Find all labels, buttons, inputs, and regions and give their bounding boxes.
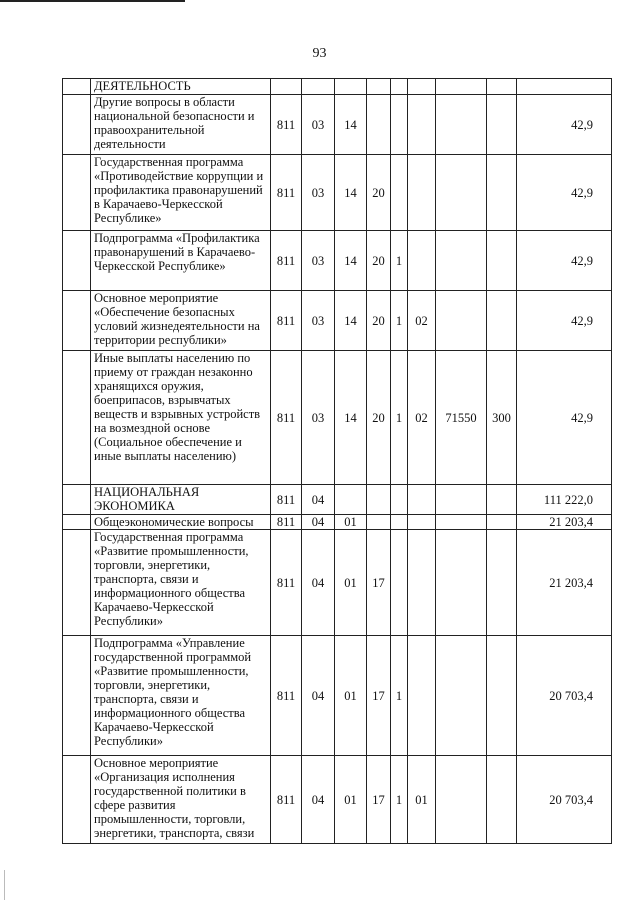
row-cs1-cell [367, 95, 391, 155]
row-pr-cell [335, 485, 367, 515]
row-pr-cell: 14 [335, 95, 367, 155]
row-cs2-cell [391, 515, 408, 530]
scan-edge-mark [4, 870, 5, 900]
row-pr-cell: 14 [335, 231, 367, 291]
row-amount-cell: 20 703,4 [517, 636, 612, 756]
table-row [63, 351, 612, 485]
row-vr-cell [487, 636, 517, 756]
row-pr-cell: 01 [335, 530, 367, 636]
row-cs3-cell: 02 [408, 291, 436, 351]
row-vr-cell [487, 291, 517, 351]
table-row [63, 79, 612, 95]
table-row [63, 291, 612, 351]
row-blank-cell [63, 79, 91, 95]
row-cs3-cell [408, 231, 436, 291]
row-ved-cell: 811 [271, 231, 302, 291]
table-row [63, 95, 612, 155]
row-amount-cell: 21 203,4 [517, 530, 612, 636]
row-amount-cell: 20 703,4 [517, 756, 612, 844]
row-blank-cell [63, 351, 91, 485]
row-blank-cell [63, 636, 91, 756]
row-cs2-cell: 1 [391, 351, 408, 485]
table-row [63, 155, 612, 231]
row-cs1-cell [367, 515, 391, 530]
row-rz-cell: 04 [302, 515, 335, 530]
row-name-cell: Подпрограмма «Управление государственной программой «Развитие промышленности, торговли, энергетики, транспорта, связи и информационного общества Карачаево-Черкесской Республики» [91, 636, 271, 756]
row-blank-cell [63, 530, 91, 636]
page-number: 93 [312, 46, 327, 61]
row-cs3-cell [408, 515, 436, 530]
row-cs3-cell [408, 79, 436, 95]
row-rz-cell: 03 [302, 155, 335, 231]
row-cs1-cell: 17 [367, 636, 391, 756]
row-vr-cell: 300 [487, 351, 517, 485]
row-ved-cell: 811 [271, 756, 302, 844]
row-pr-cell: 01 [335, 636, 367, 756]
row-ved-cell: 811 [271, 485, 302, 515]
row-name-cell: Основное мероприятие «Организация исполнения государственной политики в сфере развития промышленности, торговли, энергетики, транспорта, связи [91, 756, 271, 844]
row-cs1-cell: 20 [367, 231, 391, 291]
row-cs1-cell: 20 [367, 291, 391, 351]
row-amount-cell: 111 222,0 [517, 485, 612, 515]
table-row [63, 485, 612, 515]
row-amount-cell: 21 203,4 [517, 515, 612, 530]
row-pr-cell: 01 [335, 756, 367, 844]
row-pr-cell: 01 [335, 515, 367, 530]
table-row [63, 530, 612, 636]
row-vr-cell [487, 515, 517, 530]
row-cs3-cell: 01 [408, 756, 436, 844]
row-cs2-cell [391, 530, 408, 636]
row-blank-cell [63, 231, 91, 291]
row-cs3-cell [408, 530, 436, 636]
row-cs4-cell [436, 636, 487, 756]
row-blank-cell [63, 485, 91, 515]
row-ved-cell: 811 [271, 636, 302, 756]
row-name-cell: Другие вопросы в области национальной безопасности и правоохранительной деятельности [91, 95, 271, 155]
budget-table [62, 78, 612, 844]
row-pr-cell: 14 [335, 291, 367, 351]
row-blank-cell [63, 155, 91, 231]
row-cs4-cell [436, 95, 487, 155]
row-cs2-cell [391, 485, 408, 515]
row-cs4-cell [436, 485, 487, 515]
row-rz-cell [302, 79, 335, 95]
row-vr-cell [487, 485, 517, 515]
row-vr-cell [487, 155, 517, 231]
row-rz-cell: 04 [302, 485, 335, 515]
table-row [63, 636, 612, 756]
row-amount-cell: 42,9 [517, 231, 612, 291]
row-cs4-cell [436, 155, 487, 231]
table-row [63, 231, 612, 291]
row-amount-cell: 42,9 [517, 291, 612, 351]
row-ved-cell: 811 [271, 155, 302, 231]
row-cs1-cell: 17 [367, 756, 391, 844]
row-name-cell: Общеэкономические вопросы [91, 515, 271, 530]
row-cs2-cell [391, 155, 408, 231]
row-vr-cell [487, 95, 517, 155]
row-ved-cell [271, 79, 302, 95]
row-rz-cell: 04 [302, 756, 335, 844]
row-name-cell: Подпрограмма «Профилактика правонарушений в Карачаево-Черкесской Республике» [91, 231, 271, 291]
row-ved-cell: 811 [271, 291, 302, 351]
row-blank-cell [63, 515, 91, 530]
row-amount-cell: 42,9 [517, 95, 612, 155]
row-cs4-cell: 71550 [436, 351, 487, 485]
row-blank-cell [63, 95, 91, 155]
row-vr-cell [487, 756, 517, 844]
row-cs2-cell [391, 79, 408, 95]
row-pr-cell: 14 [335, 155, 367, 231]
row-cs2-cell: 1 [391, 636, 408, 756]
row-cs4-cell [436, 291, 487, 351]
row-amount-cell: 42,9 [517, 155, 612, 231]
row-cs4-cell [436, 79, 487, 95]
table-row [63, 756, 612, 844]
row-name-cell: Иные выплаты населению по приему от граждан незаконно хранящихся оружия, боеприпасов, взрывчатых веществ и взрывных устройств на возмездной основе (Социальное обеспечение и иные выплаты населению) [91, 351, 271, 485]
row-ved-cell: 811 [271, 95, 302, 155]
row-name-cell: Основное мероприятие «Обеспечение безопасных условий жизнедеятельности на территории республики» [91, 291, 271, 351]
row-cs4-cell [436, 515, 487, 530]
row-cs2-cell [391, 95, 408, 155]
row-name-cell: Государственная программа «Развитие промышленности, торговли, энергетики, транспорта, связи и информационного общества Карачаево-Черкесской Республики» [91, 530, 271, 636]
row-cs1-cell [367, 79, 391, 95]
row-ved-cell: 811 [271, 515, 302, 530]
scan-edge-line [0, 0, 185, 2]
row-rz-cell: 03 [302, 95, 335, 155]
row-rz-cell: 04 [302, 636, 335, 756]
row-rz-cell: 03 [302, 351, 335, 485]
row-cs1-cell [367, 485, 391, 515]
row-cs4-cell [436, 756, 487, 844]
row-cs3-cell [408, 155, 436, 231]
row-cs1-cell: 17 [367, 530, 391, 636]
row-cs4-cell [436, 530, 487, 636]
row-amount-cell: 42,9 [517, 351, 612, 485]
row-cs4-cell [436, 231, 487, 291]
row-name-cell: ДЕЯТЕЛЬНОСТЬ [91, 79, 271, 95]
row-blank-cell [63, 291, 91, 351]
row-cs3-cell: 02 [408, 351, 436, 485]
row-cs1-cell: 20 [367, 351, 391, 485]
row-rz-cell: 03 [302, 291, 335, 351]
row-ved-cell: 811 [271, 351, 302, 485]
row-vr-cell [487, 530, 517, 636]
row-ved-cell: 811 [271, 530, 302, 636]
row-pr-cell [335, 79, 367, 95]
row-name-cell: НАЦИОНАЛЬНАЯ ЭКОНОМИКА [91, 485, 271, 515]
row-vr-cell [487, 79, 517, 95]
row-cs2-cell: 1 [391, 231, 408, 291]
row-name-cell: Государственная программа «Противодействие коррупции и профилактика правонарушений в Карачаево-Черкесской Республике» [91, 155, 271, 231]
row-cs3-cell [408, 95, 436, 155]
row-blank-cell [63, 756, 91, 844]
row-cs3-cell [408, 485, 436, 515]
row-cs2-cell: 1 [391, 291, 408, 351]
row-cs2-cell: 1 [391, 756, 408, 844]
row-cs1-cell: 20 [367, 155, 391, 231]
row-rz-cell: 03 [302, 231, 335, 291]
row-cs3-cell [408, 636, 436, 756]
row-rz-cell: 04 [302, 530, 335, 636]
row-vr-cell [487, 231, 517, 291]
row-pr-cell: 14 [335, 351, 367, 485]
table-row [63, 515, 612, 530]
row-amount-cell [517, 79, 612, 95]
